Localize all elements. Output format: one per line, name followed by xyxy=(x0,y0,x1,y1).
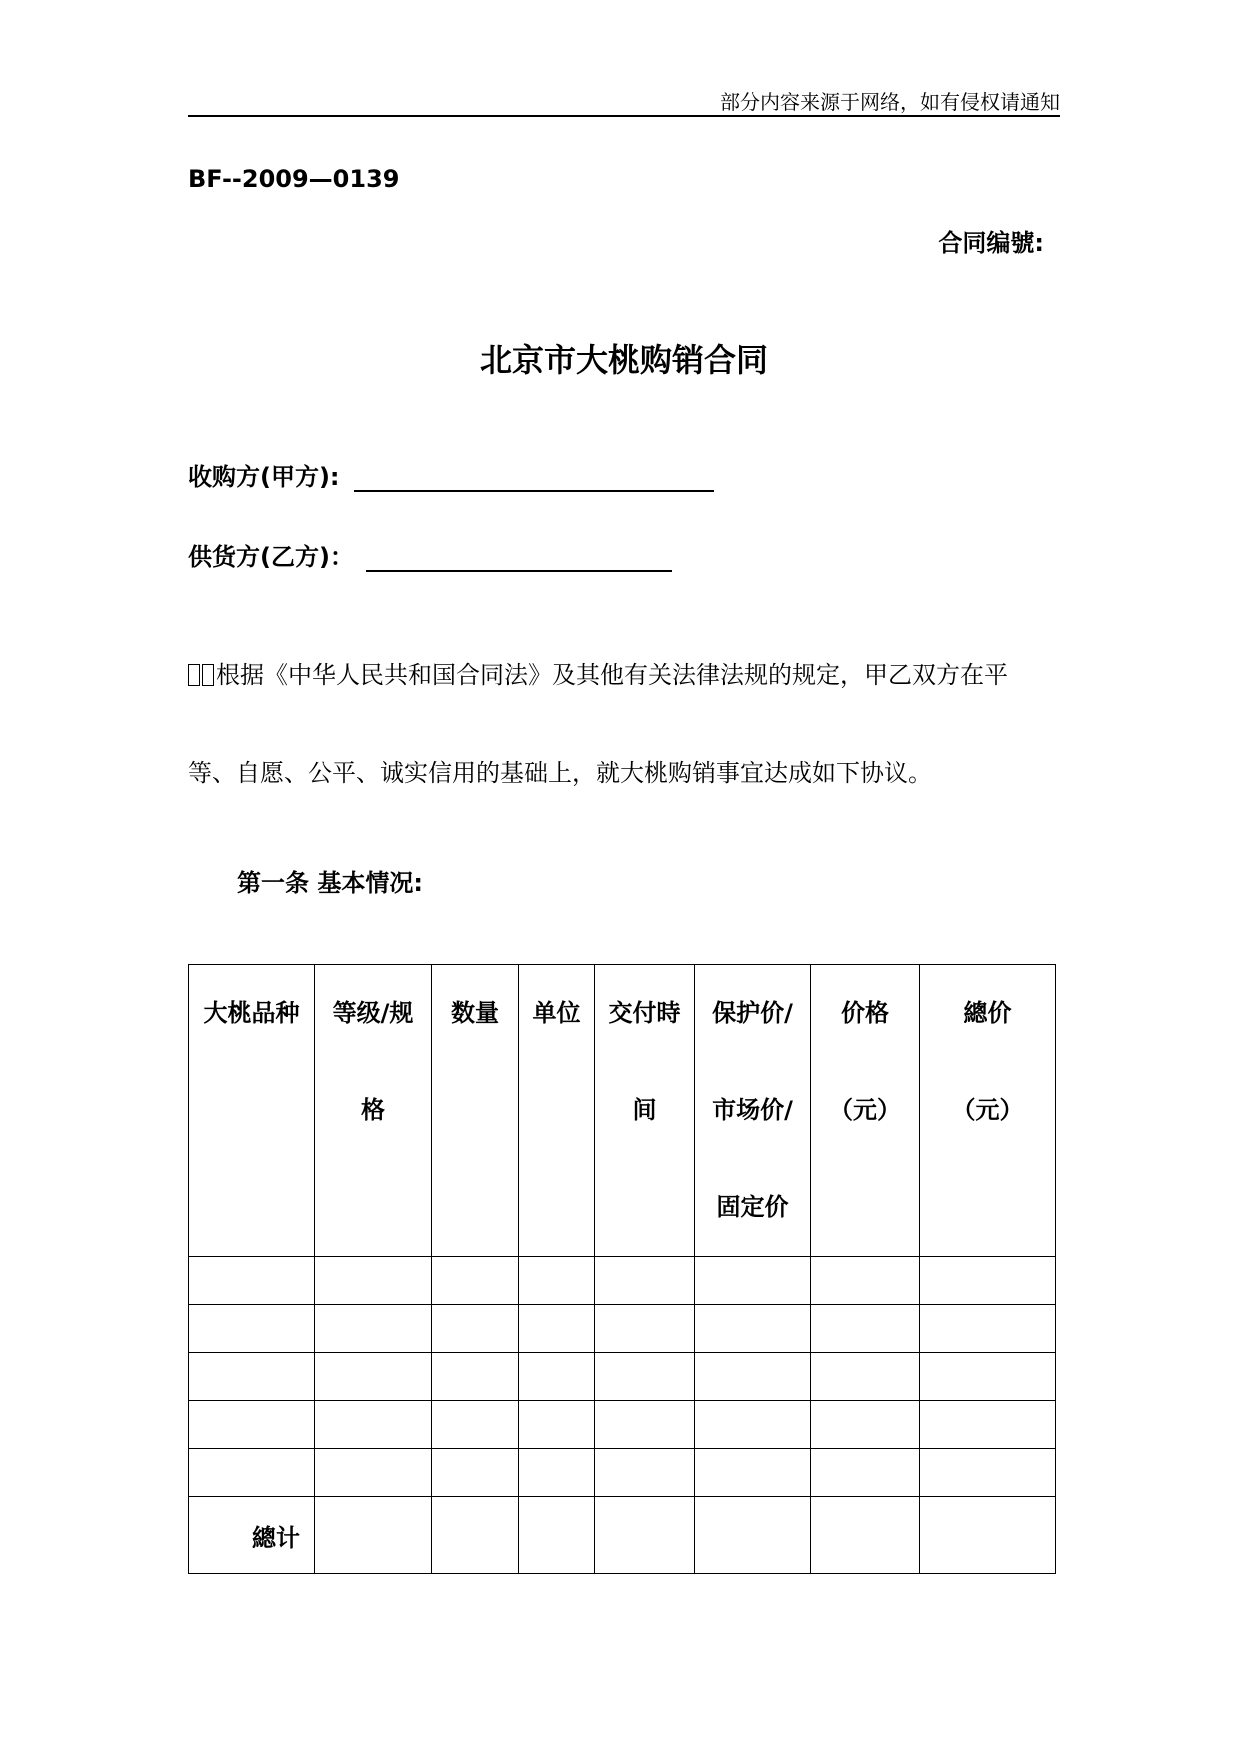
table-header-row xyxy=(189,965,1056,1257)
table-cell[interactable] xyxy=(811,1257,920,1305)
table-cell[interactable] xyxy=(920,1353,1056,1401)
table-cell[interactable] xyxy=(315,1401,432,1449)
table-cell[interactable] xyxy=(595,1305,695,1353)
table-cell[interactable] xyxy=(920,1305,1056,1353)
section-heading: 第一条 基本情况: xyxy=(237,869,423,897)
table-cell[interactable] xyxy=(920,1497,1056,1574)
table-cell[interactable] xyxy=(432,1305,519,1353)
table-cell[interactable] xyxy=(811,1305,920,1353)
buyer-field[interactable] xyxy=(354,466,714,492)
table-cell[interactable] xyxy=(695,1449,811,1497)
table-cell[interactable] xyxy=(920,1449,1056,1497)
buyer-line xyxy=(188,462,714,492)
table-cell[interactable] xyxy=(811,1497,920,1574)
table-cell[interactable] xyxy=(595,1257,695,1305)
table-cell[interactable] xyxy=(695,1497,811,1574)
table-cell[interactable] xyxy=(519,1353,595,1401)
table-cell[interactable] xyxy=(695,1257,811,1305)
table-cell[interactable] xyxy=(519,1305,595,1353)
table-cell[interactable] xyxy=(811,1401,920,1449)
table-cell[interactable] xyxy=(432,1497,519,1574)
table-cell[interactable] xyxy=(315,1497,432,1574)
header-cell-price: 价格 （元） xyxy=(811,965,920,1257)
table-cell[interactable] xyxy=(189,1305,315,1353)
table-cell[interactable] xyxy=(811,1353,920,1401)
table-cell[interactable] xyxy=(519,1449,595,1497)
table-row xyxy=(189,1257,1056,1305)
header-cell-total-price: 總价 （元） xyxy=(920,965,1056,1257)
table-cell[interactable] xyxy=(189,1257,315,1305)
table-cell[interactable] xyxy=(432,1257,519,1305)
table-cell[interactable] xyxy=(432,1401,519,1449)
supplier-label: 供货方(乙方)： xyxy=(188,543,354,571)
table-cell[interactable] xyxy=(315,1353,432,1401)
table-cell[interactable] xyxy=(595,1449,695,1497)
table-cell[interactable] xyxy=(695,1305,811,1353)
table-cell[interactable] xyxy=(315,1257,432,1305)
table-cell[interactable] xyxy=(695,1353,811,1401)
intro-paragraph-line-2: 等、自愿、公平、诚实信用的基础上，就大桃购销事宜达成如下协议。 xyxy=(188,759,932,787)
document-code: BF--2009—0139 xyxy=(188,165,400,193)
contract-number-label: 合同编號: xyxy=(938,229,1044,257)
table-row xyxy=(189,1401,1056,1449)
supplier-field[interactable] xyxy=(366,546,672,572)
indent-glyph-icon xyxy=(188,664,200,686)
table-cell[interactable] xyxy=(189,1401,315,1449)
table-cell[interactable] xyxy=(315,1305,432,1353)
table-cell[interactable] xyxy=(189,1449,315,1497)
table-cell[interactable] xyxy=(595,1497,695,1574)
table-cell[interactable] xyxy=(695,1401,811,1449)
indent-glyph-icon xyxy=(202,664,214,686)
basic-info-table xyxy=(188,964,1056,1574)
table-cell[interactable] xyxy=(920,1257,1056,1305)
table-cell[interactable] xyxy=(189,1353,315,1401)
total-label: 總计 xyxy=(189,1497,315,1574)
table-row xyxy=(189,1449,1056,1497)
table-cell[interactable] xyxy=(595,1353,695,1401)
header-cell-variety: 大桃品种 xyxy=(189,965,315,1257)
table-cell[interactable] xyxy=(519,1401,595,1449)
table-cell[interactable] xyxy=(315,1449,432,1497)
table-cell[interactable] xyxy=(920,1401,1056,1449)
table-cell[interactable] xyxy=(519,1497,595,1574)
table-cell[interactable] xyxy=(811,1449,920,1497)
header-cell-grade: 等级/规 格 xyxy=(315,965,432,1257)
table-cell[interactable] xyxy=(595,1401,695,1449)
table-total-row xyxy=(189,1497,1056,1574)
table-row xyxy=(189,1305,1056,1353)
table-row xyxy=(189,1353,1056,1401)
intro-paragraph-line-1 xyxy=(188,660,1008,690)
buyer-label: 收购方(甲方): xyxy=(188,463,340,491)
header-cell-price-type: 保护价/ 市场价/ 固定价 xyxy=(695,965,811,1257)
supplier-line xyxy=(188,542,672,572)
page-title: 北京市大桃购销合同 xyxy=(479,341,768,379)
header-note: 部分内容来源于网络，如有侵权请通知 xyxy=(720,90,1060,114)
intro-text-1: 根据《中华人民共和国合同法》及其他有关法律法规的规定，甲乙双方在平 xyxy=(216,661,1008,689)
header-cell-delivery-time: 交付時 间 xyxy=(595,965,695,1257)
header-cell-quantity: 数量 xyxy=(432,965,519,1257)
header-rule xyxy=(188,115,1060,117)
table-cell[interactable] xyxy=(432,1353,519,1401)
header-cell-unit: 单位 xyxy=(519,965,595,1257)
table-cell[interactable] xyxy=(519,1257,595,1305)
table-cell[interactable] xyxy=(432,1449,519,1497)
